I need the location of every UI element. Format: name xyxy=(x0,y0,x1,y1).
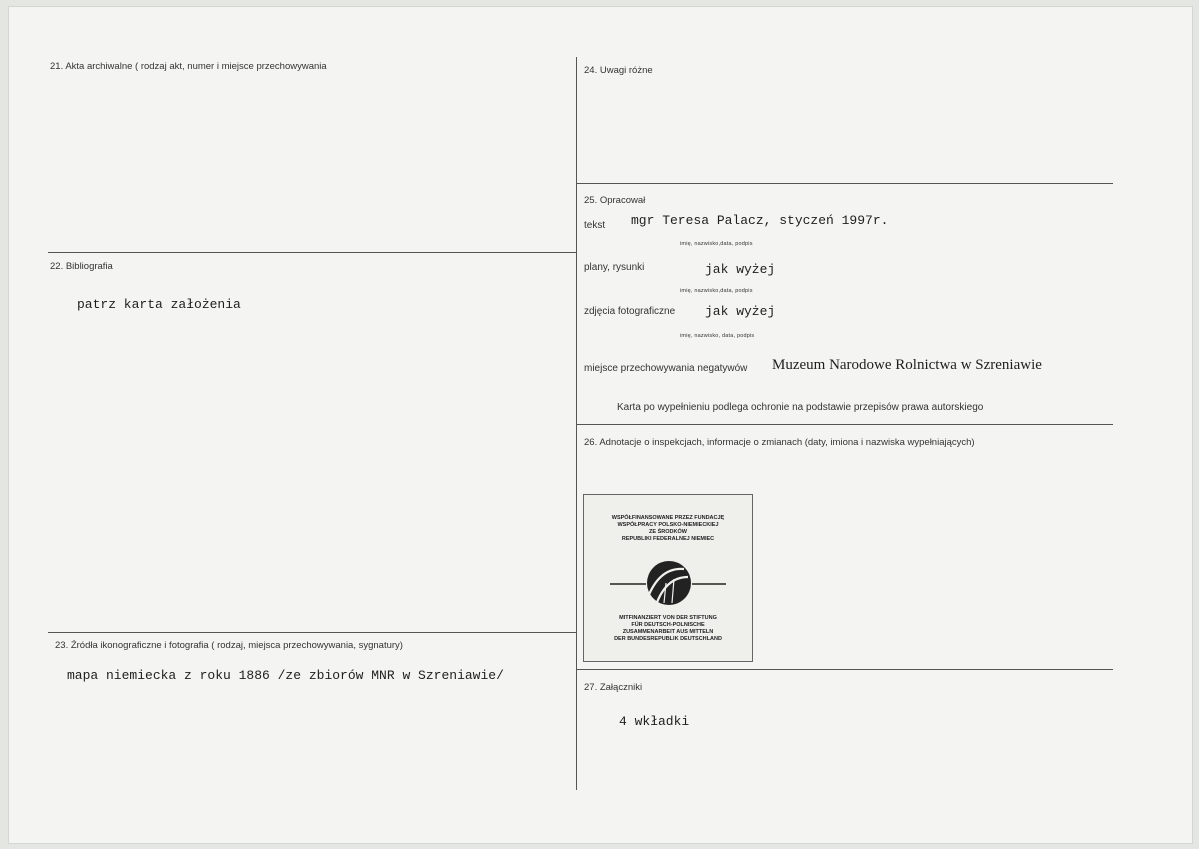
section-25-label: 25. Opracował xyxy=(584,195,646,206)
zdjecia-value: jak wyżej xyxy=(705,304,776,319)
divider-21-22 xyxy=(48,252,576,253)
section-24-label: 24. Uwagi różne xyxy=(584,65,653,76)
section-26-label: 26. Adnotacje o inspekcjach, informacje o zmianach (daty, imiona i nazwiska wypełniających) xyxy=(584,437,975,448)
section-22-label: 22. Bibliografia xyxy=(50,261,113,272)
copyright-note: Karta po wypełnieniu podlega ochronie na podstawie przepisów prawa autorskiego xyxy=(617,402,984,413)
divider-26-27 xyxy=(576,669,1113,670)
divider-25-26 xyxy=(576,424,1113,425)
hint-name-date-signature-1: imię, nazwisko,data, podpis xyxy=(680,241,753,247)
divider-24-25 xyxy=(576,183,1113,184)
iconography-value: mapa niemiecka z roku 1886 /ze zbiorów MNR w Szreniawie/ xyxy=(67,668,504,683)
divider-22-23 xyxy=(48,632,576,633)
stamp-line-6: FÜR DEUTSCH-POLNISCHE xyxy=(631,622,705,628)
plany-value: jak wyżej xyxy=(705,262,776,277)
plany-label: plany, rysunki xyxy=(584,262,645,273)
cofinancing-stamp xyxy=(583,494,753,662)
form-sheet xyxy=(8,6,1193,844)
stamp-line-5: MITFINANZIERT VON DER STIFTUNG xyxy=(619,615,717,621)
stamp-line-1: WSPÓŁFINANSOWANE PRZEZ FUNDACJĘ xyxy=(611,515,725,521)
section-23-label: 23. Źródła ikonograficzne i fotografia ( rodzaj, miejsca przechowywania, sygnatury) xyxy=(55,640,403,651)
bibliography-value: patrz karta założenia xyxy=(77,297,241,312)
stamp-line-3: ZE ŚRODKÓW xyxy=(649,529,687,535)
tekst-label: tekst xyxy=(584,220,606,231)
negatywy-label: miejsce przechowywania negatywów xyxy=(584,363,748,374)
bridge-arc-logo-icon xyxy=(584,553,752,613)
hint-name-date-signature-3: imię, nazwisko, data, podpis xyxy=(680,333,755,339)
hint-name-date-signature-2: imię, nazwisko,data, podpis xyxy=(680,288,753,294)
stamp-line-4: REPUBLIKI FEDERALNEJ NIEMIEC xyxy=(621,536,715,542)
stamp-line-7: ZUSAMMENARBEIT AUS MITTELN xyxy=(622,629,714,635)
attachments-value: 4 wkładki xyxy=(619,714,690,729)
stamp-line-2: WSPÓŁPRACY POLSKO-NIEMIECKIEJ xyxy=(617,522,719,528)
section-21-label: 21. Akta archiwalne ( rodzaj akt, numer i miejsce przechowywania xyxy=(50,61,327,72)
zdjecia-label: zdjęcia fotograficzne xyxy=(584,306,676,317)
section-27-label: 27. Załączniki xyxy=(584,682,643,693)
stamp-line-8: DER BUNDESREPUBLIK DEUTSCHLAND xyxy=(614,636,722,642)
tekst-value: mgr Teresa Palacz, styczeń 1997r. xyxy=(631,213,889,228)
negatywy-value: Muzeum Narodowe Rolnictwa w Szreniawie xyxy=(772,357,1042,373)
